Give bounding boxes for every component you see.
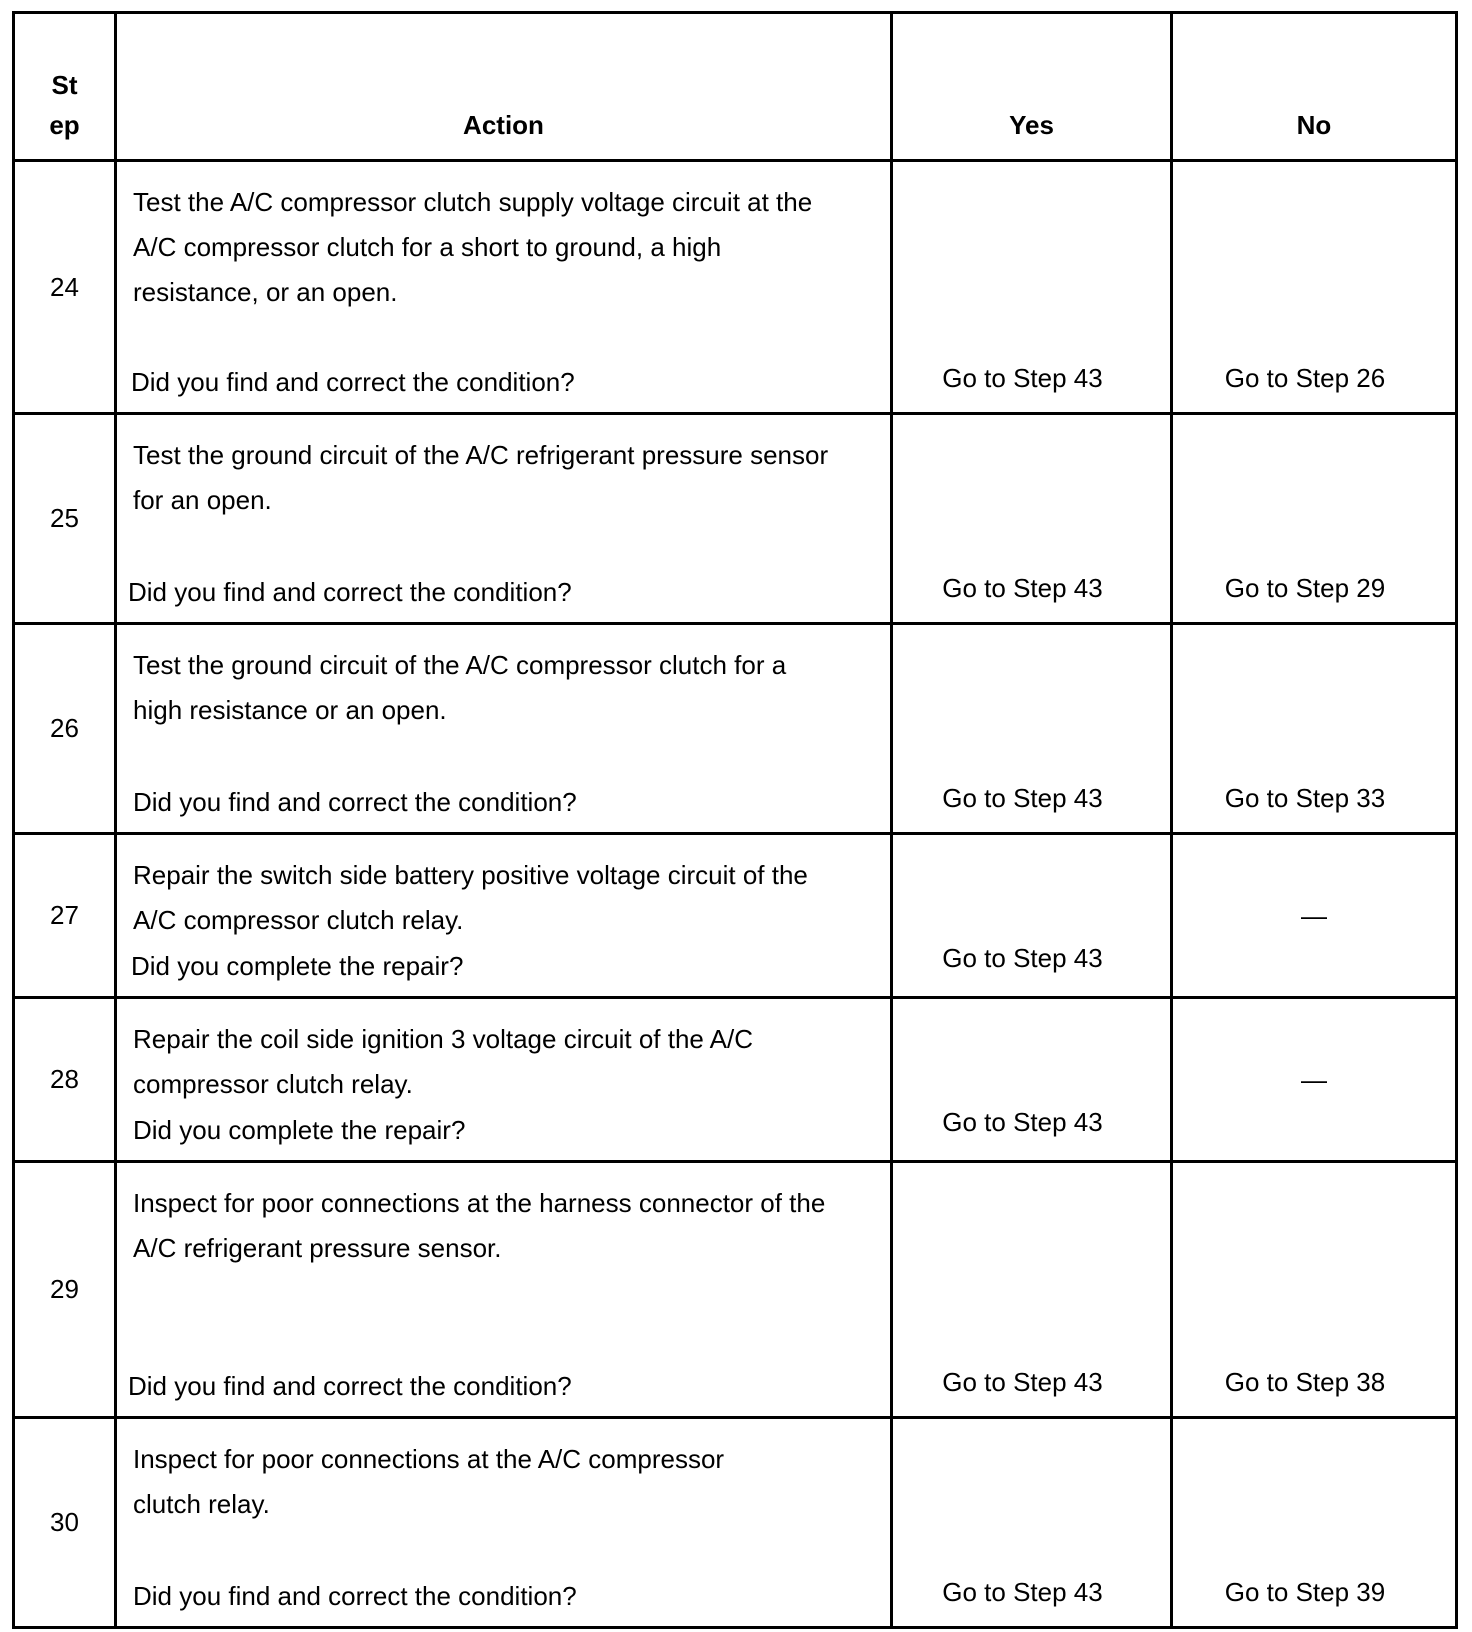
- step-number: 27: [14, 834, 116, 998]
- yes-result: Go to Step 43: [942, 1577, 1103, 1607]
- no-result: Go to Step 38: [1224, 1367, 1386, 1397]
- no-result: —: [1301, 900, 1327, 930]
- no-result: Go to Step 29: [1224, 573, 1386, 603]
- yes-cell: [892, 624, 1172, 834]
- table-header-row: [14, 13, 1457, 161]
- table-row: [14, 998, 1457, 1162]
- action-text: Test the A/C compressor clutch supply voltage circuit at the A/C compressor clutch for a short to ground, a high resistance, or an open.: [133, 187, 813, 307]
- no-cell: [1172, 1162, 1457, 1418]
- no-cell: [1172, 1418, 1457, 1628]
- question-text: Did you find and correct the condition?: [133, 787, 577, 817]
- action-text: Inspect for poor connections at the A/C compressor clutch relay.: [133, 1444, 725, 1519]
- table-row: [14, 1418, 1457, 1628]
- no-cell: [1172, 834, 1457, 998]
- table-row: [14, 161, 1457, 414]
- table-row: [14, 624, 1457, 834]
- yes-result: Go to Step 43: [942, 573, 1103, 603]
- yes-result: Go to Step 43: [942, 1107, 1103, 1137]
- no-cell: [1172, 624, 1457, 834]
- action-text: Repair the switch side battery positive voltage circuit of the A/C compressor clutch relay.: [133, 860, 808, 935]
- step-number: 28: [14, 998, 116, 1162]
- header-step-line1: St: [51, 70, 78, 100]
- no-result: —: [1301, 1064, 1327, 1094]
- action-cell: [116, 1162, 892, 1418]
- yes-result: Go to Step 43: [942, 363, 1103, 393]
- yes-cell: [892, 834, 1172, 998]
- action-cell: [116, 1418, 892, 1628]
- no-result: Go to Step 26: [1224, 363, 1386, 393]
- action-cell: [116, 998, 892, 1162]
- yes-result: Go to Step 43: [942, 943, 1103, 973]
- question-text: Did you find and correct the condition?: [133, 1581, 577, 1611]
- yes-cell: [892, 1162, 1172, 1418]
- header-step-line2: ep: [49, 110, 80, 140]
- action-cell: [116, 624, 892, 834]
- action-text: Test the ground circuit of the A/C refrigerant pressure sensor for an open.: [133, 440, 829, 515]
- no-cell: [1172, 161, 1457, 414]
- question-text: Did you complete the repair?: [131, 951, 464, 981]
- step-number: 25: [14, 414, 116, 624]
- yes-cell: [892, 1418, 1172, 1628]
- action-text: Repair the coil side ignition 3 voltage circuit of the A/C compressor clutch relay.: [133, 1024, 754, 1099]
- yes-result: Go to Step 43: [942, 783, 1103, 813]
- yes-result: Go to Step 43: [942, 1367, 1103, 1397]
- action-text: Inspect for poor connections at the harness connector of the A/C refrigerant pressure sensor.: [133, 1188, 826, 1263]
- yes-cell: [892, 414, 1172, 624]
- step-number: 24: [14, 161, 116, 414]
- no-result: Go to Step 33: [1224, 783, 1386, 813]
- question-text: Did you complete the repair?: [133, 1115, 466, 1145]
- header-no: No: [1172, 13, 1457, 161]
- question-text: Did you find and correct the condition?: [128, 1371, 572, 1401]
- action-cell: [116, 161, 892, 414]
- header-step: [14, 13, 116, 161]
- step-number: 26: [14, 624, 116, 834]
- step-number: 29: [14, 1162, 116, 1418]
- table-row: [14, 1162, 1457, 1418]
- action-cell: [116, 414, 892, 624]
- diagnostic-table: [12, 11, 1458, 1629]
- step-number: 30: [14, 1418, 116, 1628]
- yes-cell: [892, 998, 1172, 1162]
- header-action: Action: [116, 13, 892, 161]
- yes-cell: [892, 161, 1172, 414]
- no-cell: [1172, 998, 1457, 1162]
- table-row: [14, 834, 1457, 998]
- action-text: Test the ground circuit of the A/C compressor clutch for a high resistance or an open.: [133, 650, 787, 725]
- question-text: Did you find and correct the condition?: [131, 367, 575, 397]
- action-cell: [116, 834, 892, 998]
- question-text: Did you find and correct the condition?: [128, 577, 572, 607]
- no-result: Go to Step 39: [1224, 1577, 1386, 1607]
- header-yes: Yes: [892, 13, 1172, 161]
- no-cell: [1172, 414, 1457, 624]
- table-row: [14, 414, 1457, 624]
